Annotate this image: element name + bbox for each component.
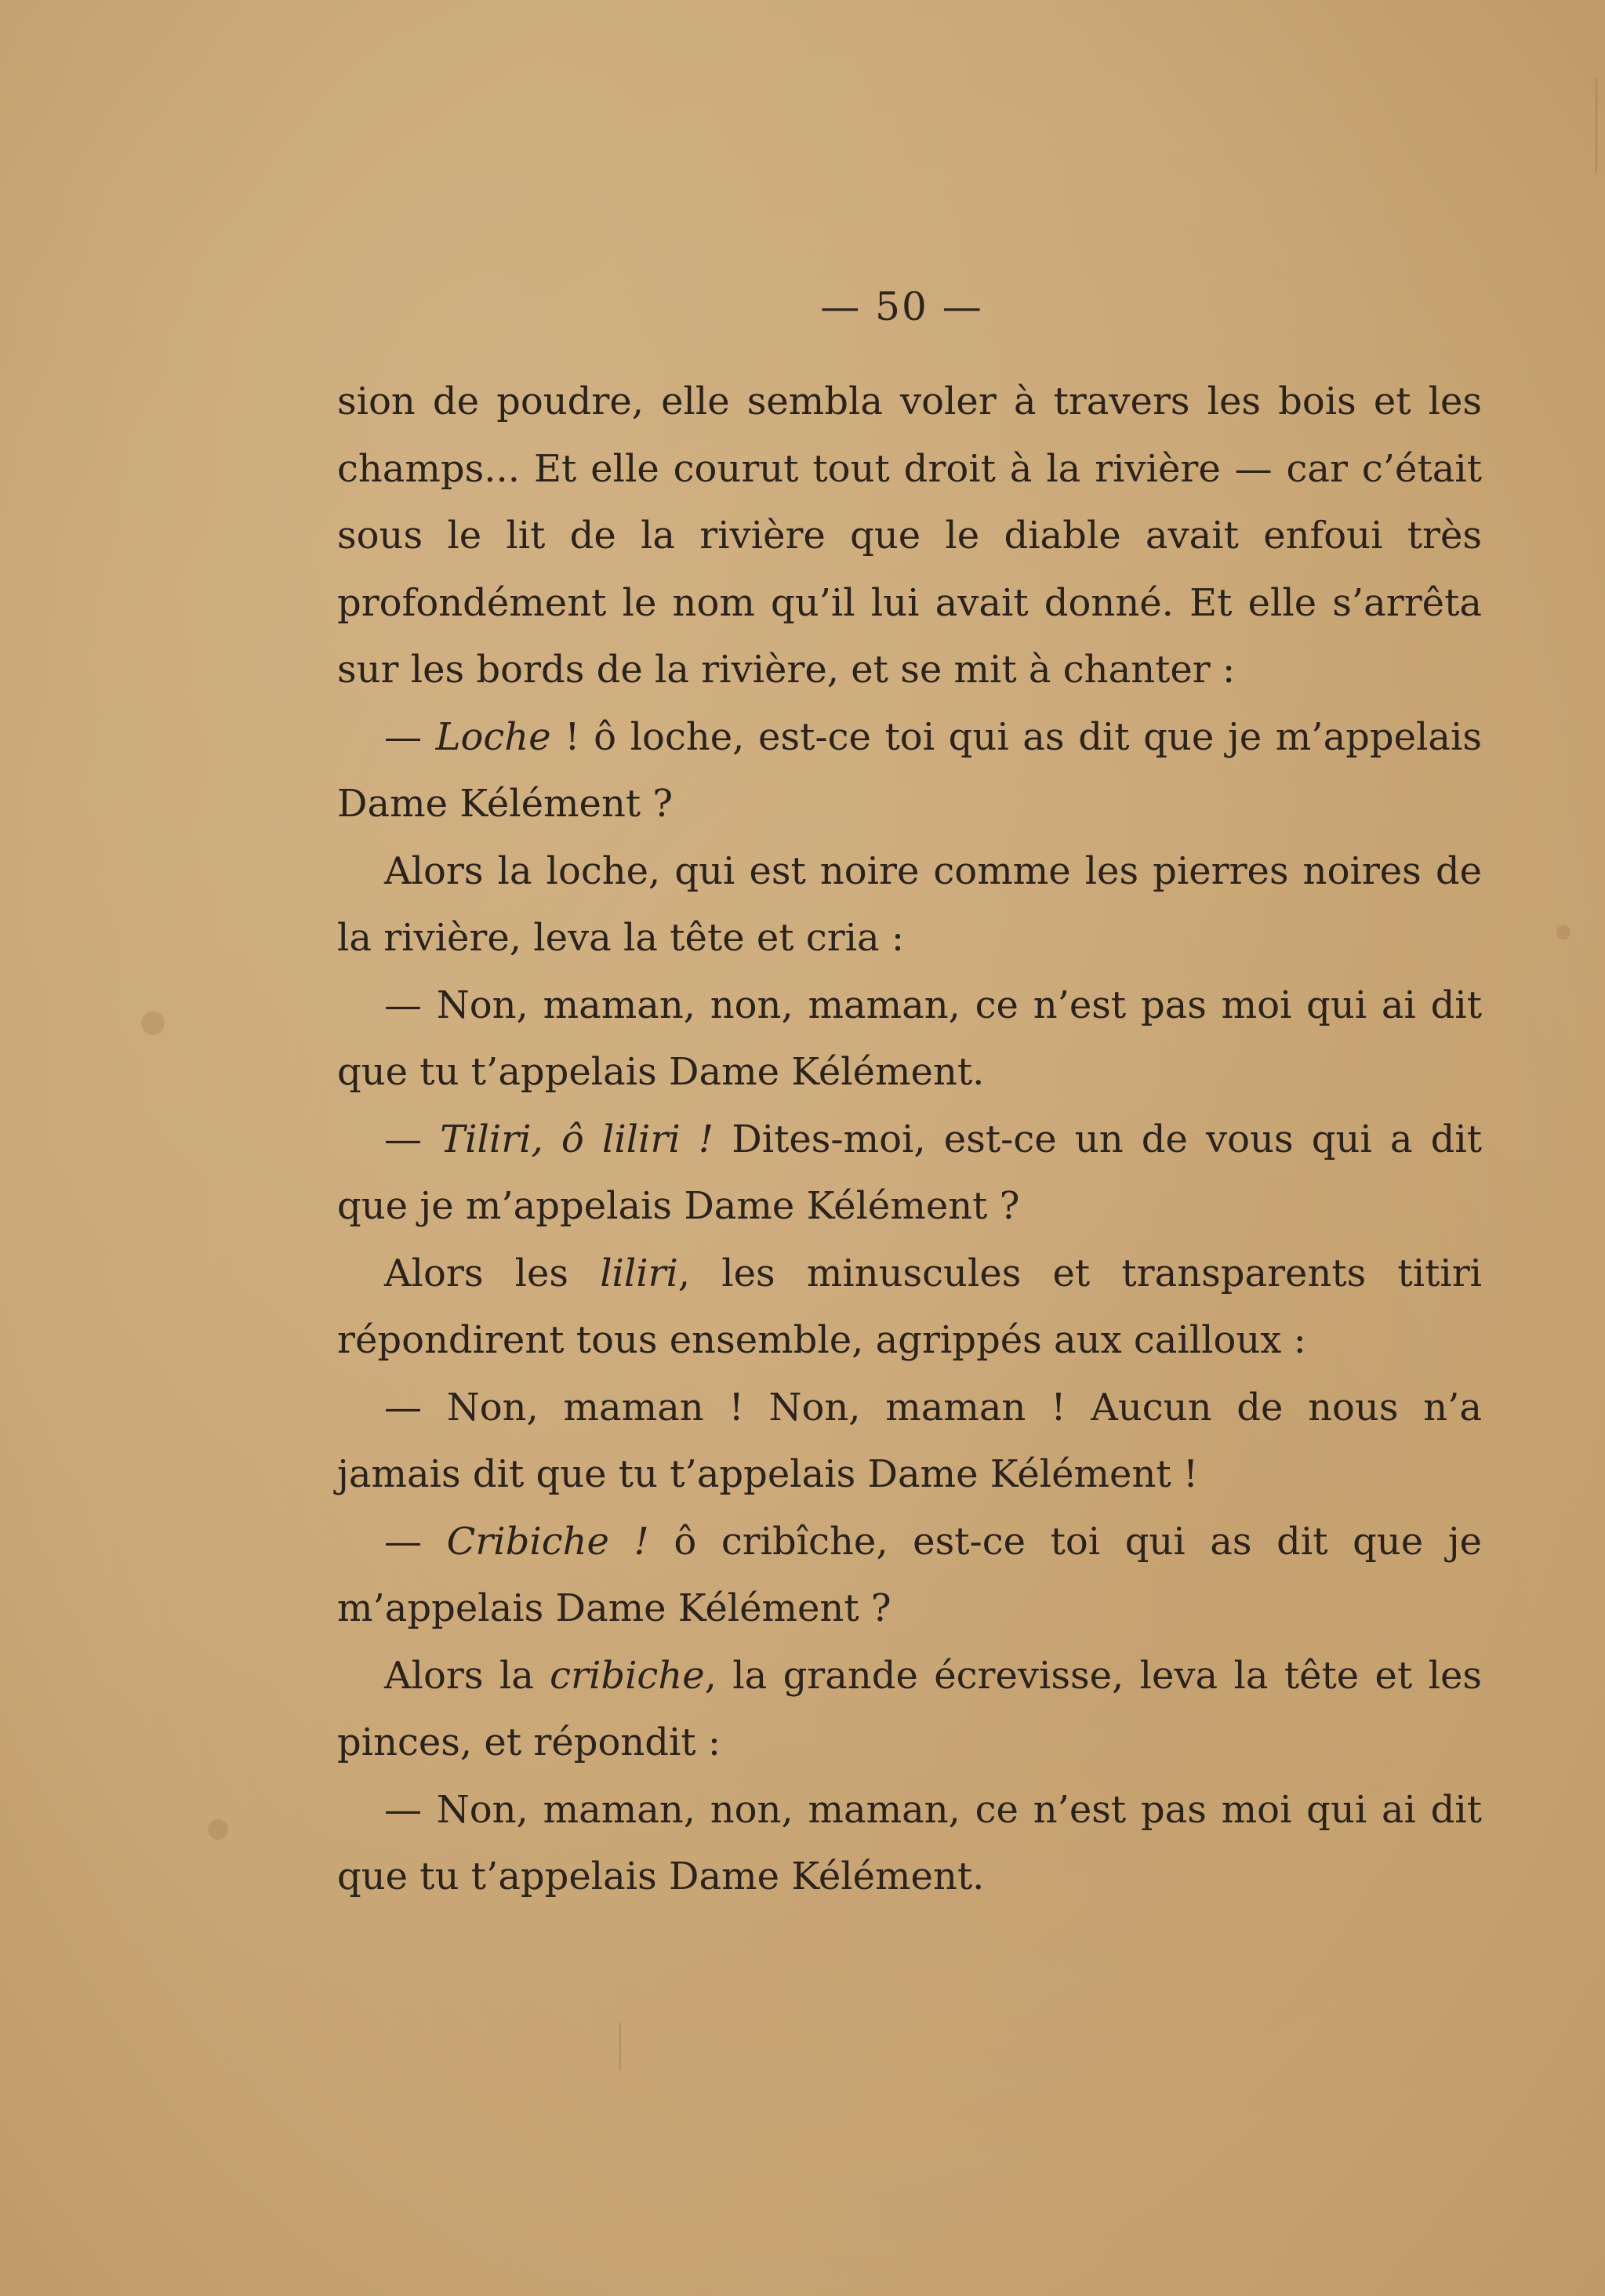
italic-word: liliri: [600, 1251, 678, 1295]
paragraph-prefix: Alors la: [384, 1653, 550, 1698]
paragraph-text: Alors la loche, qui est noire comme les pierres noires de la rivière, leva la tête et cria :: [337, 848, 1482, 960]
page-number: — 50 —: [820, 284, 983, 329]
paragraph-prefix: —: [384, 714, 436, 759]
paragraph-text: Dites-moi, est-ce un de vous qui a dit que je m’appelais Dame Kélément ?: [337, 1117, 1482, 1228]
paragraph-text: ! ô loche, est-ce toi qui as dit que je m’appelais Dame Kélément ?: [337, 714, 1482, 826]
paragraph: [337, 1777, 1482, 1911]
paragraph: [337, 838, 1482, 972]
paper-scratch: [619, 2023, 621, 2070]
paragraph-prefix: Alors les: [384, 1251, 601, 1295]
paper-scratch: [1596, 78, 1597, 173]
body-text: [337, 369, 1482, 1911]
paragraph: [337, 369, 1482, 704]
italic-word: Tiliri, ô liliri !: [440, 1117, 714, 1161]
paragraph-text: , la grande écrevisse, leva la tête et les pinces, et répondit :: [337, 1653, 1482, 1764]
paragraph-text: — Non, maman ! Non, maman ! Aucun de nous n’a jamais dit que tu t’appelais Dame Kélément !: [337, 1385, 1482, 1496]
paragraph-text: , les minuscules et transparents titiri répondirent tous ensemble, agrippés aux cailloux :: [337, 1251, 1482, 1362]
paragraph: [337, 1106, 1482, 1241]
paragraph: [337, 1375, 1482, 1509]
paper-stain: [1556, 925, 1571, 939]
paragraph: [337, 972, 1482, 1106]
paper-stain: [141, 1012, 165, 1035]
paragraph: [337, 1509, 1482, 1643]
paragraph-prefix: —: [384, 1117, 441, 1161]
paragraph-text: — Non, maman, non, maman, ce n’est pas moi qui ai dit que tu t’appelais Dame Kélément.: [337, 1787, 1482, 1898]
italic-word: Cribiche !: [446, 1519, 649, 1564]
paragraph-prefix: —: [384, 1519, 447, 1564]
italic-word: Loche: [435, 714, 551, 759]
paragraph: [337, 1643, 1482, 1777]
paragraph-text: sion de poudre, elle sembla voler à travers les bois et les champs... Et elle courut tout droit à la rivière — car c’était sous le lit de la rivière que le diable avait enfoui très profondément le nom qu’il lui avait donné. Et elle s’arrêta sur les bords de la rivière, et se mit à chanter :: [337, 380, 1482, 692]
paragraph-text: ô cribîche, est-ce toi qui as dit que je m’appelais Dame Kélément ?: [337, 1519, 1482, 1630]
paper-stain: [208, 1819, 228, 1840]
paragraph: [337, 704, 1482, 838]
paragraph-text: — Non, maman, non, maman, ce n’est pas moi qui ai dit que tu t’appelais Dame Kélément.: [337, 983, 1482, 1094]
italic-word: cribiche: [550, 1653, 705, 1698]
paragraph: [337, 1241, 1482, 1375]
